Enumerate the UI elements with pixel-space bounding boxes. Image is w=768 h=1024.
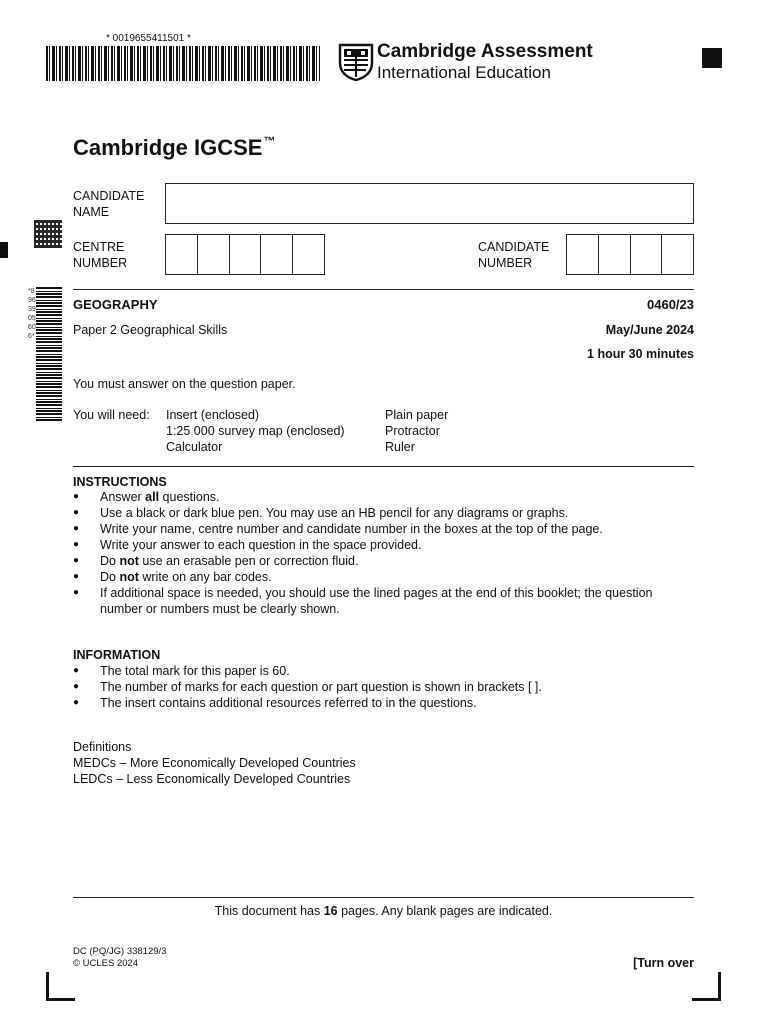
divider <box>73 897 694 898</box>
you-will-need-label: You will need: <box>73 408 150 422</box>
exam-session: May/June 2024 <box>605 323 694 337</box>
barcode-number: * 0019655411501 * <box>106 33 191 44</box>
material-item: Protractor <box>385 424 440 438</box>
information-heading: INFORMATION <box>73 648 161 662</box>
answer-note: You must answer on the question paper. <box>73 377 296 391</box>
instruction-item: ● Answer all questions. <box>73 489 700 505</box>
registration-mark <box>702 48 722 68</box>
document-reference: DC (PQ/JG) 338129/3 © UCLES 2024 <box>73 946 167 969</box>
centre-number-label: CENTRE NUMBER <box>73 240 128 270</box>
cambridge-crest-icon <box>338 43 374 81</box>
qr-code <box>34 220 62 248</box>
definition-item: MEDCs – More Economically Developed Countries <box>73 756 356 770</box>
instruction-item: ● Use a black or dark blue pen. You may use an HB pencil for any diagrams or graphs. <box>73 505 700 521</box>
material-item: 1:25 000 survey map (enclosed) <box>166 424 345 438</box>
edge-mark <box>0 242 8 258</box>
materials-list-1 <box>166 407 345 455</box>
crop-mark <box>46 972 75 1001</box>
trademark-symbol: ™ <box>263 134 276 148</box>
logo-subtitle: International Education <box>377 63 551 82</box>
definition-item: LEDCs – Less Economically Developed Countries <box>73 772 351 786</box>
syllabus-code: 0460/23 <box>647 297 694 312</box>
candidate-name-label: CANDIDATE NAME <box>73 189 145 219</box>
logo-title: Cambridge Assessment <box>377 41 593 62</box>
definitions <box>73 739 356 787</box>
definitions-heading: Definitions <box>73 740 132 754</box>
crop-mark <box>692 972 721 1001</box>
material-item: Calculator <box>166 440 223 454</box>
exam-duration: 1 hour 30 minutes <box>587 347 694 361</box>
material-item: Plain paper <box>385 408 449 422</box>
candidate-number-field[interactable] <box>566 234 694 275</box>
divider <box>73 289 694 290</box>
candidate-number-label: CANDIDATE NUMBER <box>478 240 550 270</box>
material-item: Ruler <box>385 440 415 454</box>
instruction-item: ● Do not use an erasable pen or correction fluid. <box>73 553 700 569</box>
information-list <box>73 663 700 711</box>
turn-over-note: [Turn over <box>633 956 694 970</box>
instruction-item: ● Do not write on any bar codes. <box>73 569 700 585</box>
instruction-item: ● If additional space is needed, you should use the lined pages at the end of this booklet; the question number or numbers must be clearly shown. <box>73 585 695 617</box>
information-item: ● The insert contains additional resources referred to in the questions. <box>73 695 700 711</box>
vertical-barcode-number: *8963905606* <box>28 287 36 421</box>
information-item: ● The number of marks for each question or part question is shown in brackets [ ]. <box>73 679 700 695</box>
materials-list-2 <box>385 407 448 455</box>
vertical-barcode <box>33 287 62 421</box>
page-count-note: This document has 16 pages. Any blank pages are indicated. <box>214 904 553 918</box>
instruction-item: ● Write your name, centre number and candidate number in the boxes at the top of the page. <box>73 521 700 537</box>
material-item: Insert (enclosed) <box>166 408 260 422</box>
qualification-title: Cambridge IGCSE™ <box>73 134 276 160</box>
subject: GEOGRAPHY <box>73 297 158 312</box>
instructions-heading: INSTRUCTIONS <box>73 475 167 489</box>
instruction-item: ● Write your answer to each question in the space provided. <box>73 537 700 553</box>
barcode <box>46 46 320 81</box>
divider <box>73 466 694 467</box>
paper-title: Paper 2 Geographical Skills <box>73 323 228 337</box>
information-item: ● The total mark for this paper is 60. <box>73 663 700 679</box>
instructions-list <box>73 489 700 617</box>
candidate-name-field[interactable] <box>165 183 694 224</box>
centre-number-field[interactable] <box>165 234 325 275</box>
